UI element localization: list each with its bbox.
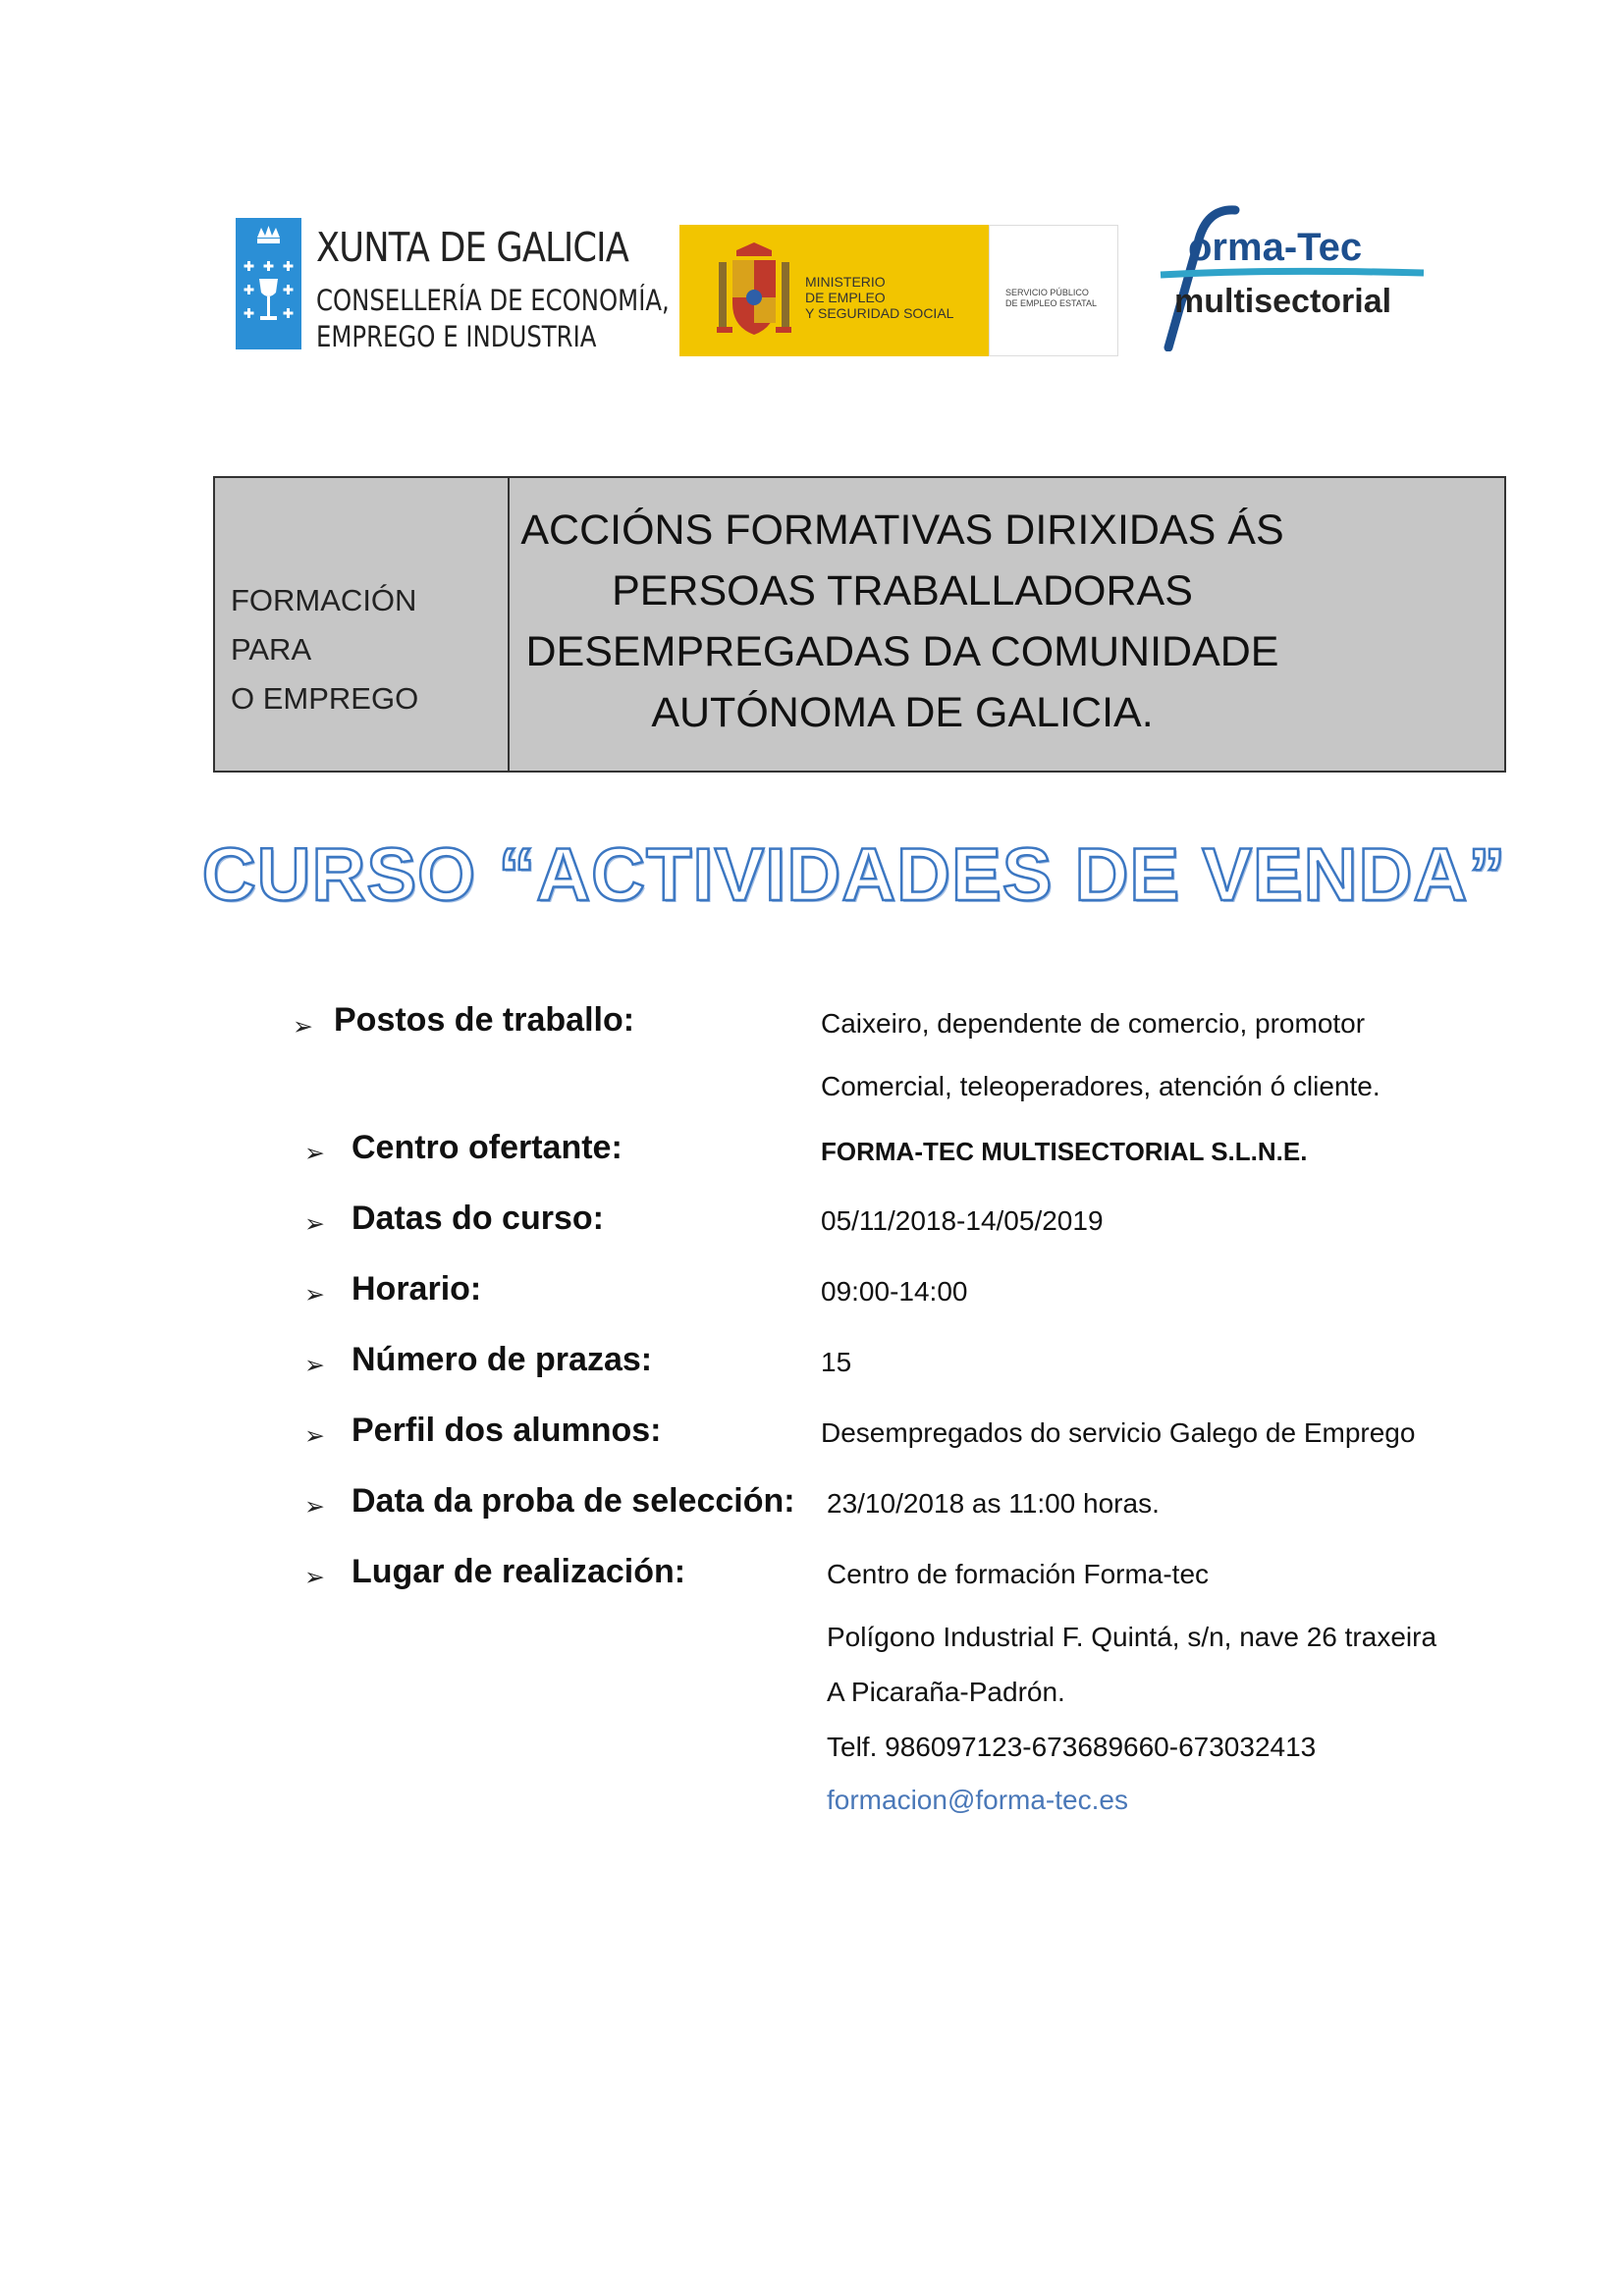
- detail-label-datas: Datas do curso:: [352, 1200, 604, 1237]
- course-title: CURSO “ACTIVIDADES DE VENDA”: [201, 833, 1507, 917]
- header-table: [213, 476, 1506, 773]
- bullet-icon: ➢: [304, 1564, 325, 1591]
- header-left-line-1: FORMACIÓN PARA: [231, 583, 417, 667]
- header-right-line-4: AUTÓNOMA DE GALICIA.: [651, 689, 1154, 736]
- xunta-subtitle-1: CONSELLERÍA DE ECONOMÍA,: [316, 284, 670, 317]
- detail-value-datas: 05/11/2018-14/05/2019: [821, 1205, 1104, 1236]
- bullet-icon: ➢: [304, 1352, 325, 1379]
- detail-label-centro: Centro ofertante:: [352, 1129, 623, 1166]
- coat-of-arms-icon: [715, 242, 793, 341]
- ministerio-line-3: Y SEGURIDAD SOCIAL: [805, 305, 954, 321]
- header-divider: [508, 478, 510, 771]
- xunta-title: XUNTA DE GALICIA: [316, 224, 628, 271]
- bullet-icon: ➢: [293, 1013, 313, 1041]
- xunta-flag-icon: [236, 218, 301, 349]
- detail-label-horario: Horario:: [352, 1270, 482, 1308]
- formatec-title: orma-Tec: [1188, 226, 1363, 269]
- bullet-icon: ➢: [304, 1422, 325, 1450]
- header-left-cell: [231, 576, 496, 723]
- detail-value-lugar-2: Polígono Industrial F. Quintá, s/n, nave 26 traxeira: [827, 1622, 1437, 1652]
- detail-label-lugar: Lugar de realización:: [352, 1553, 686, 1590]
- header-right-cell: [519, 500, 1285, 743]
- email-link[interactable]: formacion@forma-tec.es: [827, 1785, 1128, 1815]
- detail-label-prazas: Número de prazas:: [352, 1341, 653, 1378]
- ministerio-name: [805, 274, 953, 321]
- bullet-icon: ➢: [304, 1493, 325, 1521]
- formatec-logo: [1147, 204, 1432, 351]
- detail-value-lugar-3: A Picaraña-Padrón.: [827, 1677, 1065, 1707]
- detail-value-lugar-1: Centro de formación Forma-tec: [827, 1559, 1210, 1589]
- detail-label-perfil: Perfil dos alumnos:: [352, 1412, 662, 1449]
- header-right-line-2: PERSOAS TRABALLADORAS: [612, 567, 1193, 614]
- detail-value-prazas: 15: [821, 1347, 852, 1377]
- detail-value-postos-1: Caixeiro, dependente de comercio, promotor: [821, 1008, 1366, 1039]
- ministerio-logo: [679, 225, 1118, 356]
- ministerio-line-1: MINISTERIO: [805, 274, 886, 290]
- detail-value-proba: 23/10/2018 as 11:00 horas.: [827, 1488, 1160, 1519]
- bullet-icon: ➢: [304, 1140, 325, 1167]
- detail-value-postos-2: Comercial, teleoperadores, atención ó cliente.: [821, 1071, 1380, 1101]
- sepe-name: [1005, 288, 1097, 309]
- detail-value-lugar-4: Telf. 986097123-673689660-673032413: [827, 1732, 1317, 1762]
- sepe-line-1: SERVICIO PÚBLICO: [1005, 288, 1089, 297]
- sepe-line-2: DE EMPLEO ESTATAL: [1005, 298, 1098, 308]
- detail-value-horario: 09:00-14:00: [821, 1276, 968, 1307]
- ministerio-line-2: DE EMPLEO: [805, 290, 886, 305]
- xunta-logo: [236, 218, 670, 355]
- header-right-line-3: DESEMPREGADAS DA COMUNIDADE: [525, 628, 1279, 675]
- detail-label-postos: Postos de traballo:: [334, 1001, 635, 1039]
- header-left-line-2: O EMPREGO: [231, 681, 419, 716]
- header-right-line-1: ACCIÓNS FORMATIVAS DIRIXIDAS ÁS: [520, 507, 1284, 554]
- xunta-subtitle-2: EMPREGO E INDUSTRIA: [316, 320, 597, 353]
- formatec-subtitle: multisectorial: [1174, 283, 1392, 320]
- detail-label-proba: Data da proba de selección:: [352, 1482, 795, 1520]
- bullet-icon: ➢: [304, 1210, 325, 1238]
- detail-value-centro: FORMA-TEC MULTISECTORIAL S.L.N.E.: [821, 1137, 1308, 1166]
- detail-value-perfil: Desempregados do servicio Galego de Emprego: [821, 1417, 1416, 1448]
- bullet-icon: ➢: [304, 1281, 325, 1308]
